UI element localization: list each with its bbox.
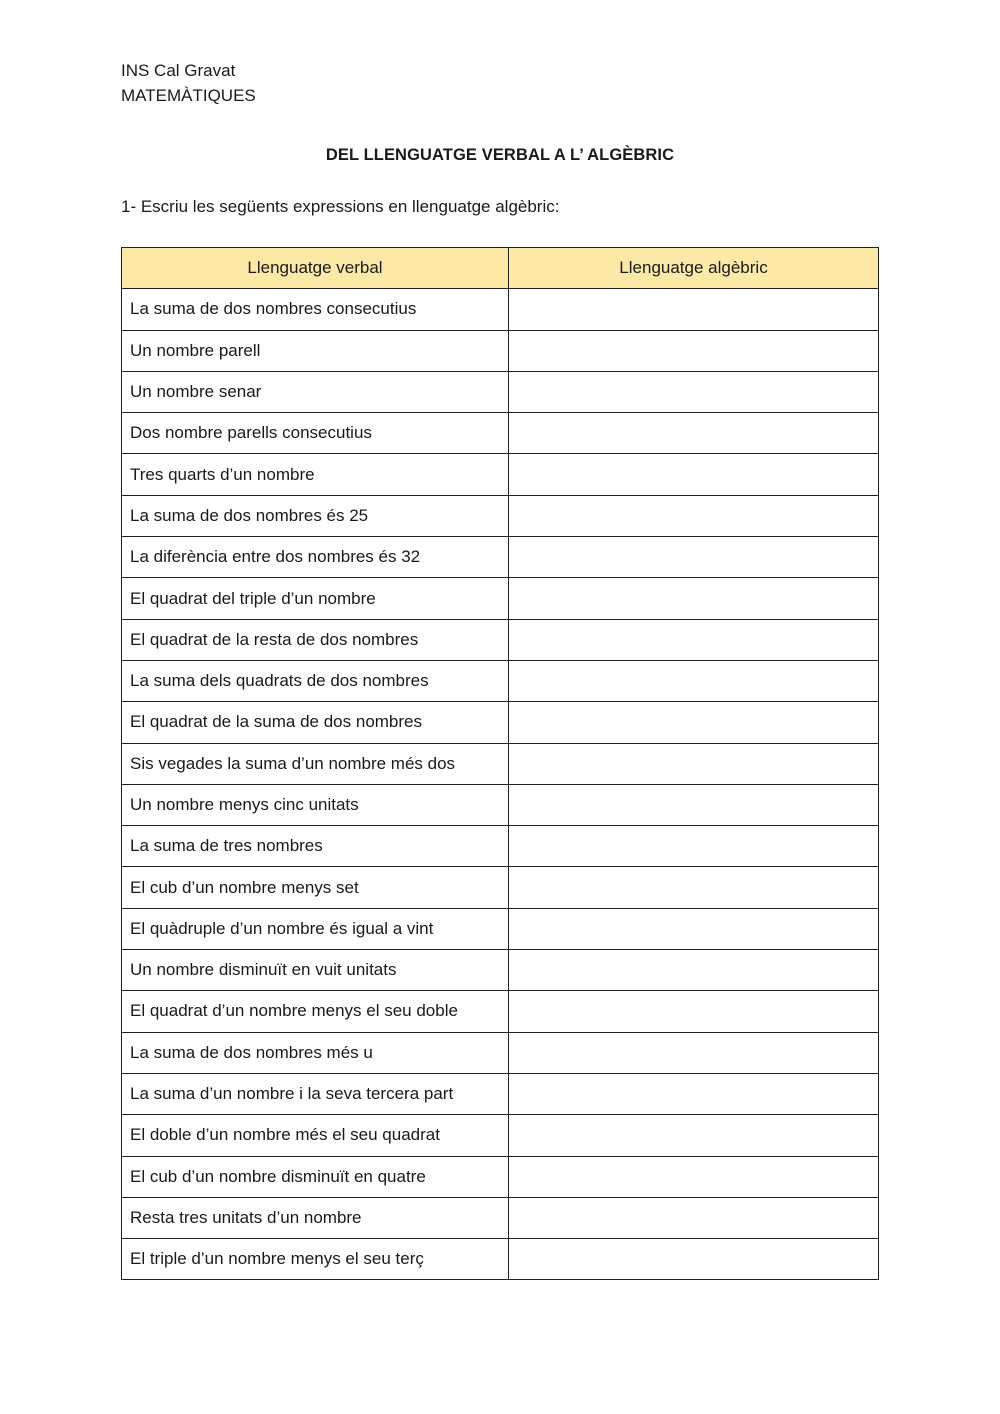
table-row	[122, 537, 879, 578]
verbal-expression-cell: El quadrat de la suma de dos nombres	[122, 702, 509, 743]
verbal-expression-cell: El quadrat del triple d’un nombre	[122, 578, 509, 619]
table-row	[122, 991, 879, 1032]
verbal-expression-cell: El cub d’un nombre menys set	[122, 867, 509, 908]
table-row	[122, 660, 879, 701]
exercise-instruction: 1- Escriu les següents expressions en llenguatge algèbric:	[121, 197, 560, 216]
table-row	[122, 1197, 879, 1238]
table-row	[122, 867, 879, 908]
algebraic-answer-cell[interactable]	[509, 867, 879, 908]
table-row	[122, 743, 879, 784]
algebraic-answer-cell[interactable]	[509, 908, 879, 949]
table-row	[122, 495, 879, 536]
verbal-expression-cell: El doble d’un nombre més el seu quadrat	[122, 1115, 509, 1156]
verbal-expression-cell: La suma dels quadrats de dos nombres	[122, 660, 509, 701]
table-row	[122, 454, 879, 495]
table-row	[122, 413, 879, 454]
table-row	[122, 1073, 879, 1114]
subject-name: MATEMÀTIQUES	[121, 86, 256, 105]
algebraic-answer-cell[interactable]	[509, 330, 879, 371]
algebraic-answer-cell[interactable]	[509, 702, 879, 743]
verbal-expression-cell: Dos nombre parells consecutius	[122, 413, 509, 454]
verbal-expression-cell: El triple d’un nombre menys el seu terç	[122, 1239, 509, 1280]
table-row	[122, 702, 879, 743]
verbal-expression-cell: La diferència entre dos nombres és 32	[122, 537, 509, 578]
verbal-expression-cell: La suma de dos nombres consecutius	[122, 289, 509, 330]
table-row	[122, 619, 879, 660]
table-row	[122, 330, 879, 371]
verbal-expression-cell: Un nombre menys cinc unitats	[122, 784, 509, 825]
algebraic-answer-cell[interactable]	[509, 950, 879, 991]
verbal-expression-cell: Un nombre disminuït en vuit unitats	[122, 950, 509, 991]
algebraic-answer-cell[interactable]	[509, 660, 879, 701]
table-row	[122, 289, 879, 330]
table-row	[122, 950, 879, 991]
algebraic-answer-cell[interactable]	[509, 826, 879, 867]
expressions-table	[121, 247, 879, 1280]
algebraic-answer-cell[interactable]	[509, 454, 879, 495]
verbal-expression-cell: Un nombre parell	[122, 330, 509, 371]
algebraic-answer-cell[interactable]	[509, 1032, 879, 1073]
school-name: INS Cal Gravat	[121, 61, 236, 80]
algebraic-answer-cell[interactable]	[509, 1115, 879, 1156]
algebraic-answer-cell[interactable]	[509, 537, 879, 578]
verbal-expression-cell: La suma de tres nombres	[122, 826, 509, 867]
page-title: DEL LLENGUATGE VERBAL A L’ ALGÈBRIC	[325, 146, 675, 164]
table-row	[122, 908, 879, 949]
verbal-expression-cell: El quadrat de la resta de dos nombres	[122, 619, 509, 660]
verbal-expression-cell: La suma de dos nombres més u	[122, 1032, 509, 1073]
table-row	[122, 1115, 879, 1156]
algebraic-answer-cell[interactable]	[509, 1197, 879, 1238]
table-row	[122, 1032, 879, 1073]
algebraic-answer-cell[interactable]	[509, 495, 879, 536]
table-row	[122, 371, 879, 412]
table-row	[122, 826, 879, 867]
document-header	[121, 58, 256, 108]
table-header-row	[122, 248, 879, 289]
verbal-expression-cell: El quadrat d’un nombre menys el seu doble	[122, 991, 509, 1032]
table-row	[122, 578, 879, 619]
table-row	[122, 1156, 879, 1197]
verbal-expression-cell: La suma d’un nombre i la seva tercera part	[122, 1073, 509, 1114]
algebraic-answer-cell[interactable]	[509, 1073, 879, 1114]
algebraic-answer-cell[interactable]	[509, 1239, 879, 1280]
header-verbal: Llenguatge verbal	[122, 248, 509, 289]
verbal-expression-cell: El quàdruple d’un nombre és igual a vint	[122, 908, 509, 949]
table-row	[122, 784, 879, 825]
verbal-expression-cell: Un nombre senar	[122, 371, 509, 412]
verbal-expression-cell: Tres quarts d’un nombre	[122, 454, 509, 495]
algebraic-answer-cell[interactable]	[509, 578, 879, 619]
header-algebraic: Llenguatge algèbric	[509, 248, 879, 289]
algebraic-answer-cell[interactable]	[509, 991, 879, 1032]
verbal-expression-cell: Sis vegades la suma d’un nombre més dos	[122, 743, 509, 784]
verbal-expression-cell: La suma de dos nombres és 25	[122, 495, 509, 536]
algebraic-answer-cell[interactable]	[509, 784, 879, 825]
verbal-expression-cell: El cub d’un nombre disminuït en quatre	[122, 1156, 509, 1197]
algebraic-answer-cell[interactable]	[509, 289, 879, 330]
algebraic-answer-cell[interactable]	[509, 619, 879, 660]
algebraic-answer-cell[interactable]	[509, 413, 879, 454]
table-row	[122, 1239, 879, 1280]
algebraic-answer-cell[interactable]	[509, 371, 879, 412]
verbal-expression-cell: Resta tres unitats d’un nombre	[122, 1197, 509, 1238]
algebraic-answer-cell[interactable]	[509, 1156, 879, 1197]
algebraic-answer-cell[interactable]	[509, 743, 879, 784]
